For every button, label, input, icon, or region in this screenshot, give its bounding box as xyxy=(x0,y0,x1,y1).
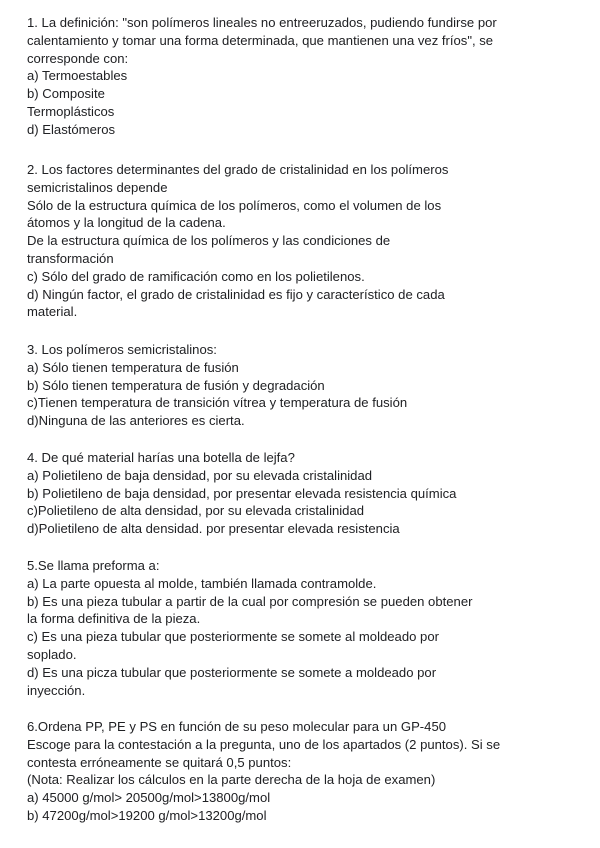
question-1-stem-line-3: corresponde con: xyxy=(27,50,129,66)
question-3-option-c: c)Tienen temperatura de transición vítrea y temperatura de fusión xyxy=(27,395,408,411)
question-6-note: (Nota: Realizar los cálculos en la parte derecha de la hoja de examen) xyxy=(27,772,436,788)
question-2-option-a-line-2: átomos y la longitud de la cadena. xyxy=(27,215,226,231)
question-1-option-a: a) Termoestables xyxy=(27,68,128,84)
question-2-stem-line-1: 2. Los factores determinantes del grado de cristalinidad en los polímeros xyxy=(27,162,449,177)
question-5-option-d-line-2: inyección. xyxy=(27,682,86,698)
question-6-option-b: b) 47200g/mol>19200 g/mol>13200g/mol xyxy=(27,807,267,823)
question-4-option-a: a) Polietileno de baja densidad, por su elevada cristalinidad xyxy=(27,467,373,483)
question-3-option-d: d)Ninguna de las anteriores es cierta. xyxy=(27,413,245,429)
question-1-option-c: Termoplásticos xyxy=(27,103,115,119)
question-4-option-b: b) Polietileno de baja densidad, por presentar elevada resistencia química xyxy=(27,485,457,501)
question-5-option-c-line-1: c) Es una pieza tubular que posteriormente se somete al moldeado por xyxy=(27,629,439,645)
question-3-option-a: a) Sólo tienen temperatura de fusión xyxy=(27,359,239,375)
question-1-option-b: b) Composite xyxy=(27,86,105,102)
question-4-stem: 4. De qué material harías una botella de lejfa? xyxy=(27,450,295,465)
question-6 xyxy=(27,718,583,825)
question-4-option-c: c)Polietileno de alta densidad, por su elevada cristalinidad xyxy=(27,503,365,519)
question-2-option-a-line-1: Sólo de la estructura química de los polímeros, como el volumen de los xyxy=(27,197,442,213)
question-5-option-c-line-2: soplado. xyxy=(27,646,77,662)
question-5-option-a: a) La parte opuesta al molde, también llamada contramolde. xyxy=(27,575,377,591)
question-4-option-d: d)Polietileno de alta densidad. por presentar elevada resistencia xyxy=(27,521,400,537)
question-4 xyxy=(27,449,583,538)
question-1-stem-line-1: 1. La definición: "son polímeros lineales no entreeruzados, pudiendo fundirse por xyxy=(27,15,497,30)
question-6-instructions-line-2: contesta erróneamente se quitará 0,5 puntos: xyxy=(27,754,292,770)
question-1 xyxy=(27,14,583,139)
question-6-stem: 6.Ordena PP, PE y PS en función de su peso molecular para un GP-450 xyxy=(27,719,447,734)
question-6-option-a: a) 45000 g/mol> 20500g/mol>13800g/mol xyxy=(27,790,271,806)
question-5-option-d-line-1: d) Es una picza tubular que posteriormente se somete a moldeado por xyxy=(27,664,437,680)
question-2-option-c: c) Sólo del grado de ramificación como en los polietilenos. xyxy=(27,268,365,284)
question-2-option-d-line-1: d) Ningún factor, el grado de cristalinidad es fijo y característico de cada xyxy=(27,286,445,302)
question-2-option-d-line-2: material. xyxy=(27,304,78,320)
question-3-stem: 3. Los polímeros semicristalinos: xyxy=(27,342,217,357)
question-2-option-b-line-1: De la estructura química de los polímeros y las condiciones de xyxy=(27,233,391,249)
question-5-option-b-line-2: la forma definitiva de la pieza. xyxy=(27,611,201,627)
question-6-instructions-line-1: Escoge para la contestación a la pregunta, uno de los apartados (2 puntos). Si se xyxy=(27,736,501,752)
question-3 xyxy=(27,341,583,430)
question-5-stem: 5.Se llama preforma a: xyxy=(27,558,160,573)
question-3-option-b: b) Sólo tienen temperatura de fusión y degradación xyxy=(27,377,325,393)
question-2 xyxy=(27,161,583,321)
question-1-stem-line-2: calentamiento y tomar una forma determinada, que mantienen una vez fríos", se xyxy=(27,32,494,48)
question-5 xyxy=(27,557,583,699)
question-2-stem-line-2: semicristalinos depende xyxy=(27,179,168,195)
question-1-option-d: d) Elastómeros xyxy=(27,121,116,137)
question-5-option-b-line-1: b) Es una pieza tubular a partir de la cual por compresión se pueden obtener xyxy=(27,593,473,609)
question-2-option-b-line-2: transformación xyxy=(27,250,114,266)
